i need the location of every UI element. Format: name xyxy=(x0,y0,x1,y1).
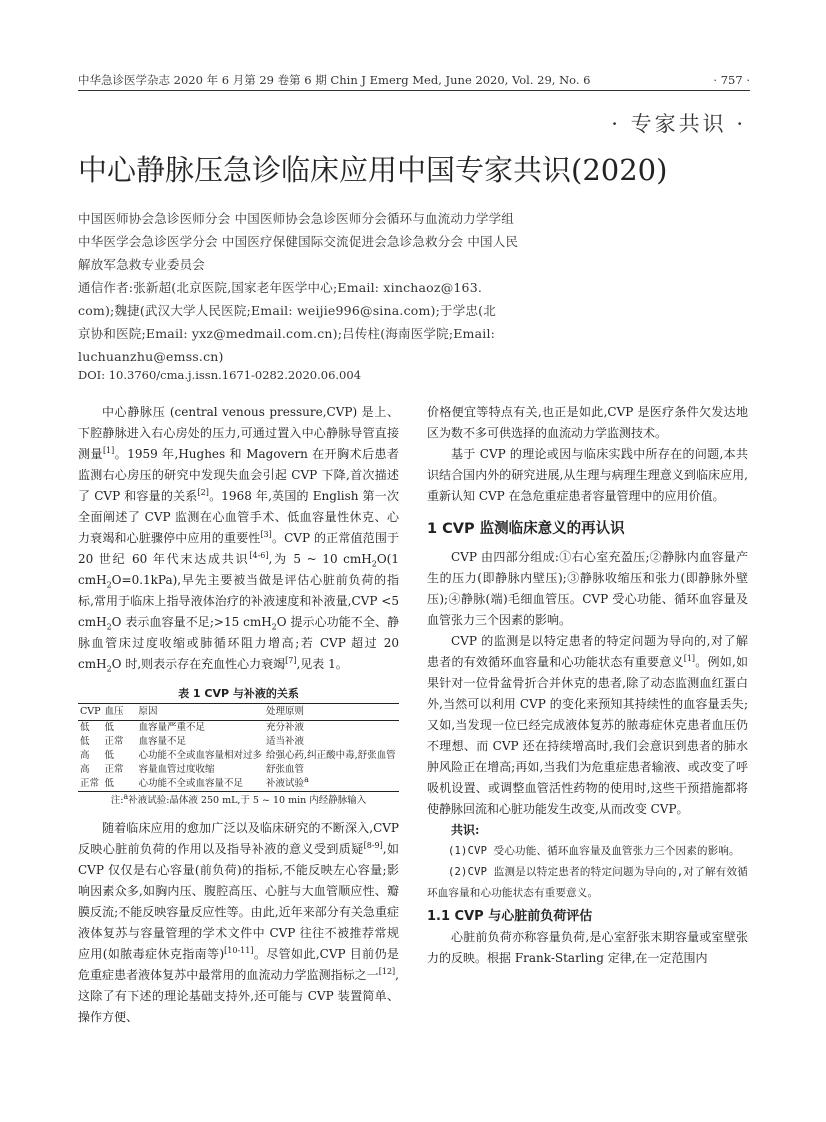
affiliation-line: 中华医学会急诊医学分会 中国医疗保健国际交流促进会急诊急救分会 中国人民 xyxy=(78,234,519,249)
running-header xyxy=(78,71,750,91)
correspondence-line: 京协和医院;Email: yxz@medmail.com.cn);吕传柱(海南医学院;Email: xyxy=(78,326,496,341)
table-cell: 血容量不足 xyxy=(138,736,187,747)
table-header-cell: 血压 xyxy=(103,704,137,721)
citation-ref: [2] xyxy=(197,488,209,497)
page-number: · 757 · xyxy=(713,73,750,87)
body-paragraph: 基于 CVP 的理论或因与临床实践中所存在的问题,本共识结合国内外的研究进展,从生理与病理生理意义到临床应用,重新认知 CVP 在急危重症患者容量管理中的应用价值。 xyxy=(427,447,748,503)
left-column xyxy=(78,402,399,1028)
citation-ref: [4-6] xyxy=(249,551,269,560)
table-cell: 补液试验$^a$ xyxy=(266,774,309,789)
table-cell: 高 xyxy=(80,764,90,775)
table-cell: 低 xyxy=(104,750,115,761)
table-row xyxy=(78,777,399,792)
affiliation-line: 解放军急救专业委员会 xyxy=(78,257,206,272)
citation-ref: [1] xyxy=(102,446,115,455)
subsection-heading: 1.1 CVP 与心脏前负荷评估 xyxy=(427,909,593,924)
table-cell: 血容量严重不足 xyxy=(138,722,206,733)
table-cell: 充分补液 xyxy=(266,722,305,733)
table-cell: 低 xyxy=(80,722,90,733)
right-column xyxy=(427,402,748,969)
table-cell: 低 xyxy=(104,778,115,789)
citation-ref: [10-11] xyxy=(224,946,254,955)
cvp-table-block xyxy=(78,685,399,810)
section-label: · 专家共识 · xyxy=(611,112,746,136)
table-cell: 低 xyxy=(80,736,90,747)
table-cell: 舒张血管 xyxy=(266,764,305,775)
table-cell: 高 xyxy=(80,750,90,761)
cvp-fluid-table xyxy=(78,703,399,792)
table-caption: 表 1 CVP 与补液的关系 xyxy=(178,687,299,700)
body-paragraph: 价格便宜等特点有关,也正是如此,CVP 是医疗条件欠发达地区为数不多可供选择的血流动力学监测技术。 xyxy=(427,405,748,440)
correspondence-line: luchuanzhu@emss.cn) xyxy=(78,349,224,364)
affiliation-line: 中国医师协会急诊医师分会 中国医师协会急诊医师分会循环与血流动力学学组 xyxy=(78,211,514,226)
table-cell: 低 xyxy=(104,722,115,733)
footnote-mark: a xyxy=(123,791,129,801)
table-cell: 心功能不全或血容量不足 xyxy=(138,778,244,789)
correspondence-line: 通信作者:张新超(北京医院,国家老年医学中心;Email: xinchaoz@163. xyxy=(78,280,483,295)
table-cell: 正常 xyxy=(104,736,124,747)
section-heading: 1 CVP 监测临床意义的再认识 xyxy=(427,521,625,537)
citation-ref: [3] xyxy=(260,530,272,539)
table-header-cell: 处理原则 xyxy=(264,704,399,721)
body-paragraph: CVP 由四部分组成:①右心室充盈压;②静脉内血容量产生的压力(即静脉内壁压);③静脉收缩压和张力(即静脉外壁压);④静脉(端)毛细血管压。CVP 受心功能、循环血容量及血管张力三个因素的影响。 xyxy=(427,550,748,627)
intro-paragraph: 中心静脉压 (central venous pressure,CVP) 是上、下腔静脉进入右心房处的压力,可通过置入中心静脉导管直接测量[1]。1959 年,Hughes 和 Magovern 在开胸术后患者监测右心房压的研究中发现失血会引起 CVP 下降,首次描述了 CVP 和容量的关系[2]。1968 年,英国的 English 第一次全面阐述了 CVP 监测在心血管手术、低血容量性休克、心力衰竭和心脏骤停中应用的重要性[3]。CVP 的正常值范围于 20 世纪 60 年代末达成共识[4-6],为 5 ~ 10 cmH$_2$O(1 cmH$_2$O=0.1kPa),早先主要被当做是评估心脏前负荷的指标,常用于临床上指导液体治疗的补液速度和补液量,CVP <5 cmH$_2$O 表示血容量不足;>15 cmH$_2$O 提示心功能不全、静脉血管床过度收缩或肺循环阻力增高;若 CVP 超过 20 cmH$_2$O 时,则表示存在充血性心力衰竭[7],见表 1。 xyxy=(78,405,400,674)
citation-ref: [7] xyxy=(285,656,297,665)
table-note: 注:$^a$补液试验:晶体液 250 mL,于 5 ~ 10 min 内经静脉输入 xyxy=(110,791,367,806)
body-paragraph: 心脏前负荷亦称容量负荷,是心室舒张末期容量或室壁张力的反映。根据 Frank-Starling 定律,在一定范围内 xyxy=(427,930,748,965)
table-header-cell: 原因 xyxy=(137,704,265,721)
correspondence-line: com);魏捷(武汉大学人民医院;Email: weijie996@sina.com);于学忠(北 xyxy=(78,303,496,318)
table-cell: 正常 xyxy=(80,778,100,789)
table-cell: 给强心药,纠正酸中毒,舒张血管 xyxy=(266,750,396,761)
table-cell: 适当补液 xyxy=(266,736,305,747)
table-header-cell: CVP xyxy=(78,704,103,721)
table-row xyxy=(78,763,399,777)
table-row xyxy=(78,721,399,736)
table-cell: 正常 xyxy=(104,764,124,775)
journal-citation: 中华急诊医学杂志 2020 年 6 月第 29 卷第 6 期 Chin J Emerg Med, June 2020, Vol. 29, No. 6 xyxy=(78,73,591,87)
consensus-point: (2)CVP 监测是以特定患者的特定问题为导向的,对了解有效循环血容量和心功能状态有重要意义。 xyxy=(427,866,748,899)
consensus-point: (1)CVP 受心功能、循环血容量及血管张力三个因素的影响。 xyxy=(448,845,740,857)
body-paragraph: CVP 的监测是以特定患者的特定问题为导向的,对了解患者的有效循环血容量和心功能状态有重要意义[1]。例如,如果针对一位骨盆骨折合并休克的患者,除了动态监测血红蛋白外,当然可以利用 CVP 的变化来预知其持续性的血容量丢失;又如,当发现一位已经完成液体复苏的脓毒症休克患者血压仍不理想、而 CVP 还在持续增高时,我们会意识到患者的肺水肿风险正在增高;再如,当我们为危重症患者输液、或改变了呼吸机设置、或调整血管活性药物的使用时,这些干预措施都将使静脉回流和心脏功能发生改变,从而改变 CVP。 xyxy=(427,634,748,816)
table-header-row xyxy=(78,704,399,721)
article-title: 中心静脉压急诊临床应用中国专家共识(2020) xyxy=(78,153,668,187)
table-cell: 容量血管过度收缩 xyxy=(138,764,215,775)
citation-ref: [12] xyxy=(378,967,396,976)
doi: DOI: 10.3760/cma.j.issn.1671-0282.2020.06.004 xyxy=(78,368,362,382)
table-cell: 心功能不全或血容量相对过多 xyxy=(138,750,263,761)
table-row xyxy=(78,735,399,749)
body-paragraph: 随着临床应用的愈加广泛以及临床研究的不断深入,CVP 反映心脏前负荷的作用以及指导补液的意义受到质疑[8-9],如 CVP 仅仅是右心容量(前负荷)的指标,不能反映左心容量;影响因素众多,如胸内压、腹腔高压、心脏与大血管顺应性、瓣膜反流;不能反映容量反应性等。由此,近年来部分有关急重症液体复苏与容量管理的学术文件中 CVP 往往不被推荐常规应用(如脓毒症休克指南等)[10-11]。尽管如此,CVP 目前仍是危重症患者液体复苏中最常用的血流动力学监测指标之一[12],这除了有下述的理论基础支持外,还可能与 CVP 装置简单、操作方便、 xyxy=(78,821,399,1024)
citation-ref: [1] xyxy=(683,654,696,663)
citation-ref: [8-9] xyxy=(363,841,383,850)
table-row xyxy=(78,749,399,763)
consensus-label: 共识: xyxy=(451,823,480,837)
footnote-mark: a xyxy=(304,774,309,784)
